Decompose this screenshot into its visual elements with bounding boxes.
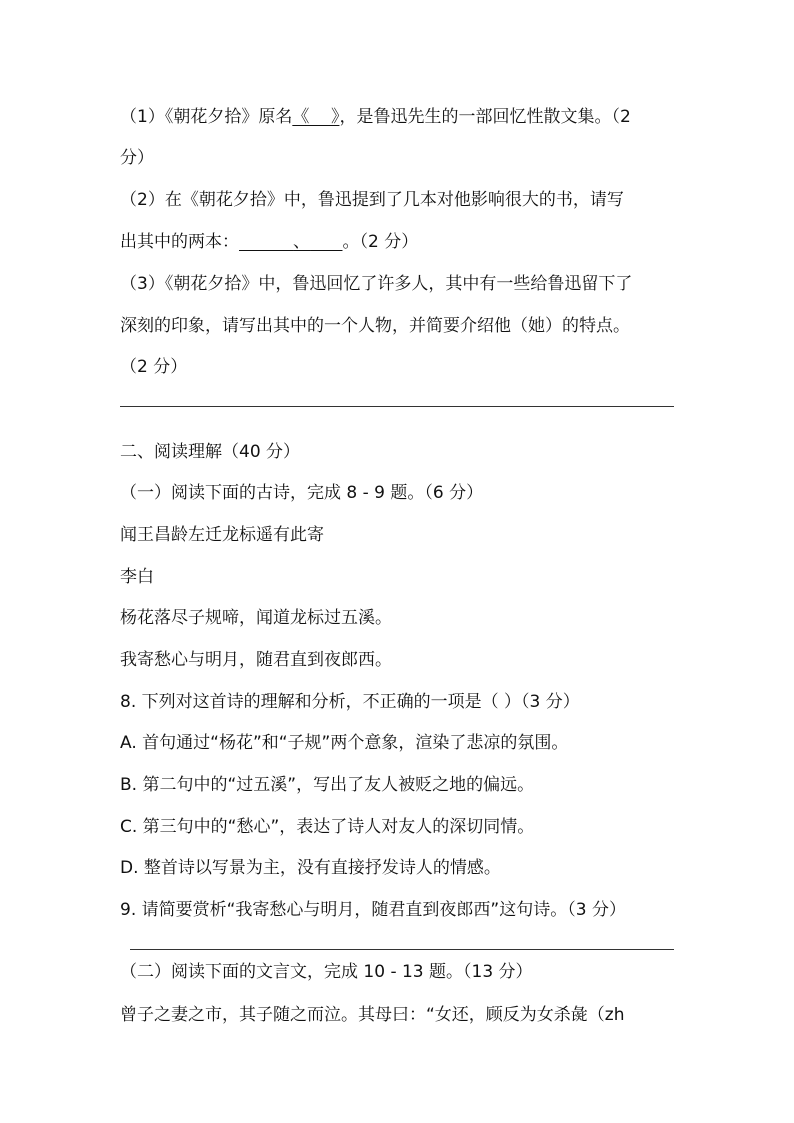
question-2-answer-blank-2: [310, 232, 342, 252]
poem-title: 闻王昌龄左迁龙标遥有此寄: [120, 525, 324, 545]
question-8-option-c: C. 第三句中的“愁心”，表达了诗人对友人的深切同情。: [120, 817, 535, 837]
question-1-text-a: （1）《朝花夕拾》原名: [120, 107, 293, 127]
question-1-text-b: ，是鲁迅先生的一部回忆性散文集。（2: [339, 107, 631, 127]
question-2-separator: 、: [293, 232, 311, 252]
question-3-line-2: 深刻的印象，请写出其中的一个人物，并简要介绍他（她）的特点。: [120, 316, 630, 336]
question-8-option-d: D. 整首诗以写景为主，没有直接抒发诗人的情感。: [120, 858, 501, 878]
question-8-option-a: A. 首句通过“杨花”和“子规”两个意象，渲染了悲凉的氛围。: [120, 733, 569, 753]
classical-text-line-1: 曾子之妻之市，其子随之而泣。其母曰：“女还，顾反为女杀彘（zh: [120, 1005, 625, 1025]
question-9-stem: 9. 请简要赏析“我寄愁心与明月，随君直到夜郎西”这句诗。（3 分）: [120, 900, 626, 920]
poem-author: 李白: [120, 567, 154, 587]
poem-line-1: 杨花落尽子规啼，闻道龙标过五溪。: [120, 608, 392, 628]
answer-line-question-3: [120, 406, 674, 407]
section-2-heading: 二、阅读理解（40 分）: [120, 442, 301, 462]
question-1-answer-blank: 《 》: [292, 107, 340, 127]
question-2-line-1: （2）在《朝花夕拾》中，鲁迅提到了几本对他影响很大的书，请写: [120, 190, 624, 210]
question-8-stem: 8. 下列对这首诗的理解和分析，不正确的一项是（ ）（3 分）: [120, 692, 580, 712]
question-2-text-a: 出其中的两本：: [120, 232, 239, 252]
question-2-line-2: [120, 230, 676, 254]
question-1-line-2: 分）: [120, 148, 154, 168]
question-3-line-1: （3）《朝花夕拾》中，鲁迅回忆了许多人，其中有一些给鲁迅留下了: [120, 274, 633, 294]
part-1-heading: （一）阅读下面的古诗，完成 8 - 9 题。（6 分）: [120, 483, 484, 503]
question-8-option-b: B. 第二句中的“过五溪”，写出了友人被贬之地的偏远。: [120, 775, 535, 795]
answer-line-question-9: [130, 949, 674, 950]
question-3-line-3: （2 分）: [120, 357, 188, 377]
question-1-line-1: [120, 105, 676, 129]
poem-line-2: 我寄愁心与明月，随君直到夜郎西。: [120, 650, 392, 670]
question-2-text-b: 。（2 分）: [342, 232, 419, 252]
part-2-heading: （二）阅读下面的文言文，完成 10 - 13 题。（13 分）: [120, 962, 533, 982]
question-2-answer-blank-1: [239, 232, 293, 252]
